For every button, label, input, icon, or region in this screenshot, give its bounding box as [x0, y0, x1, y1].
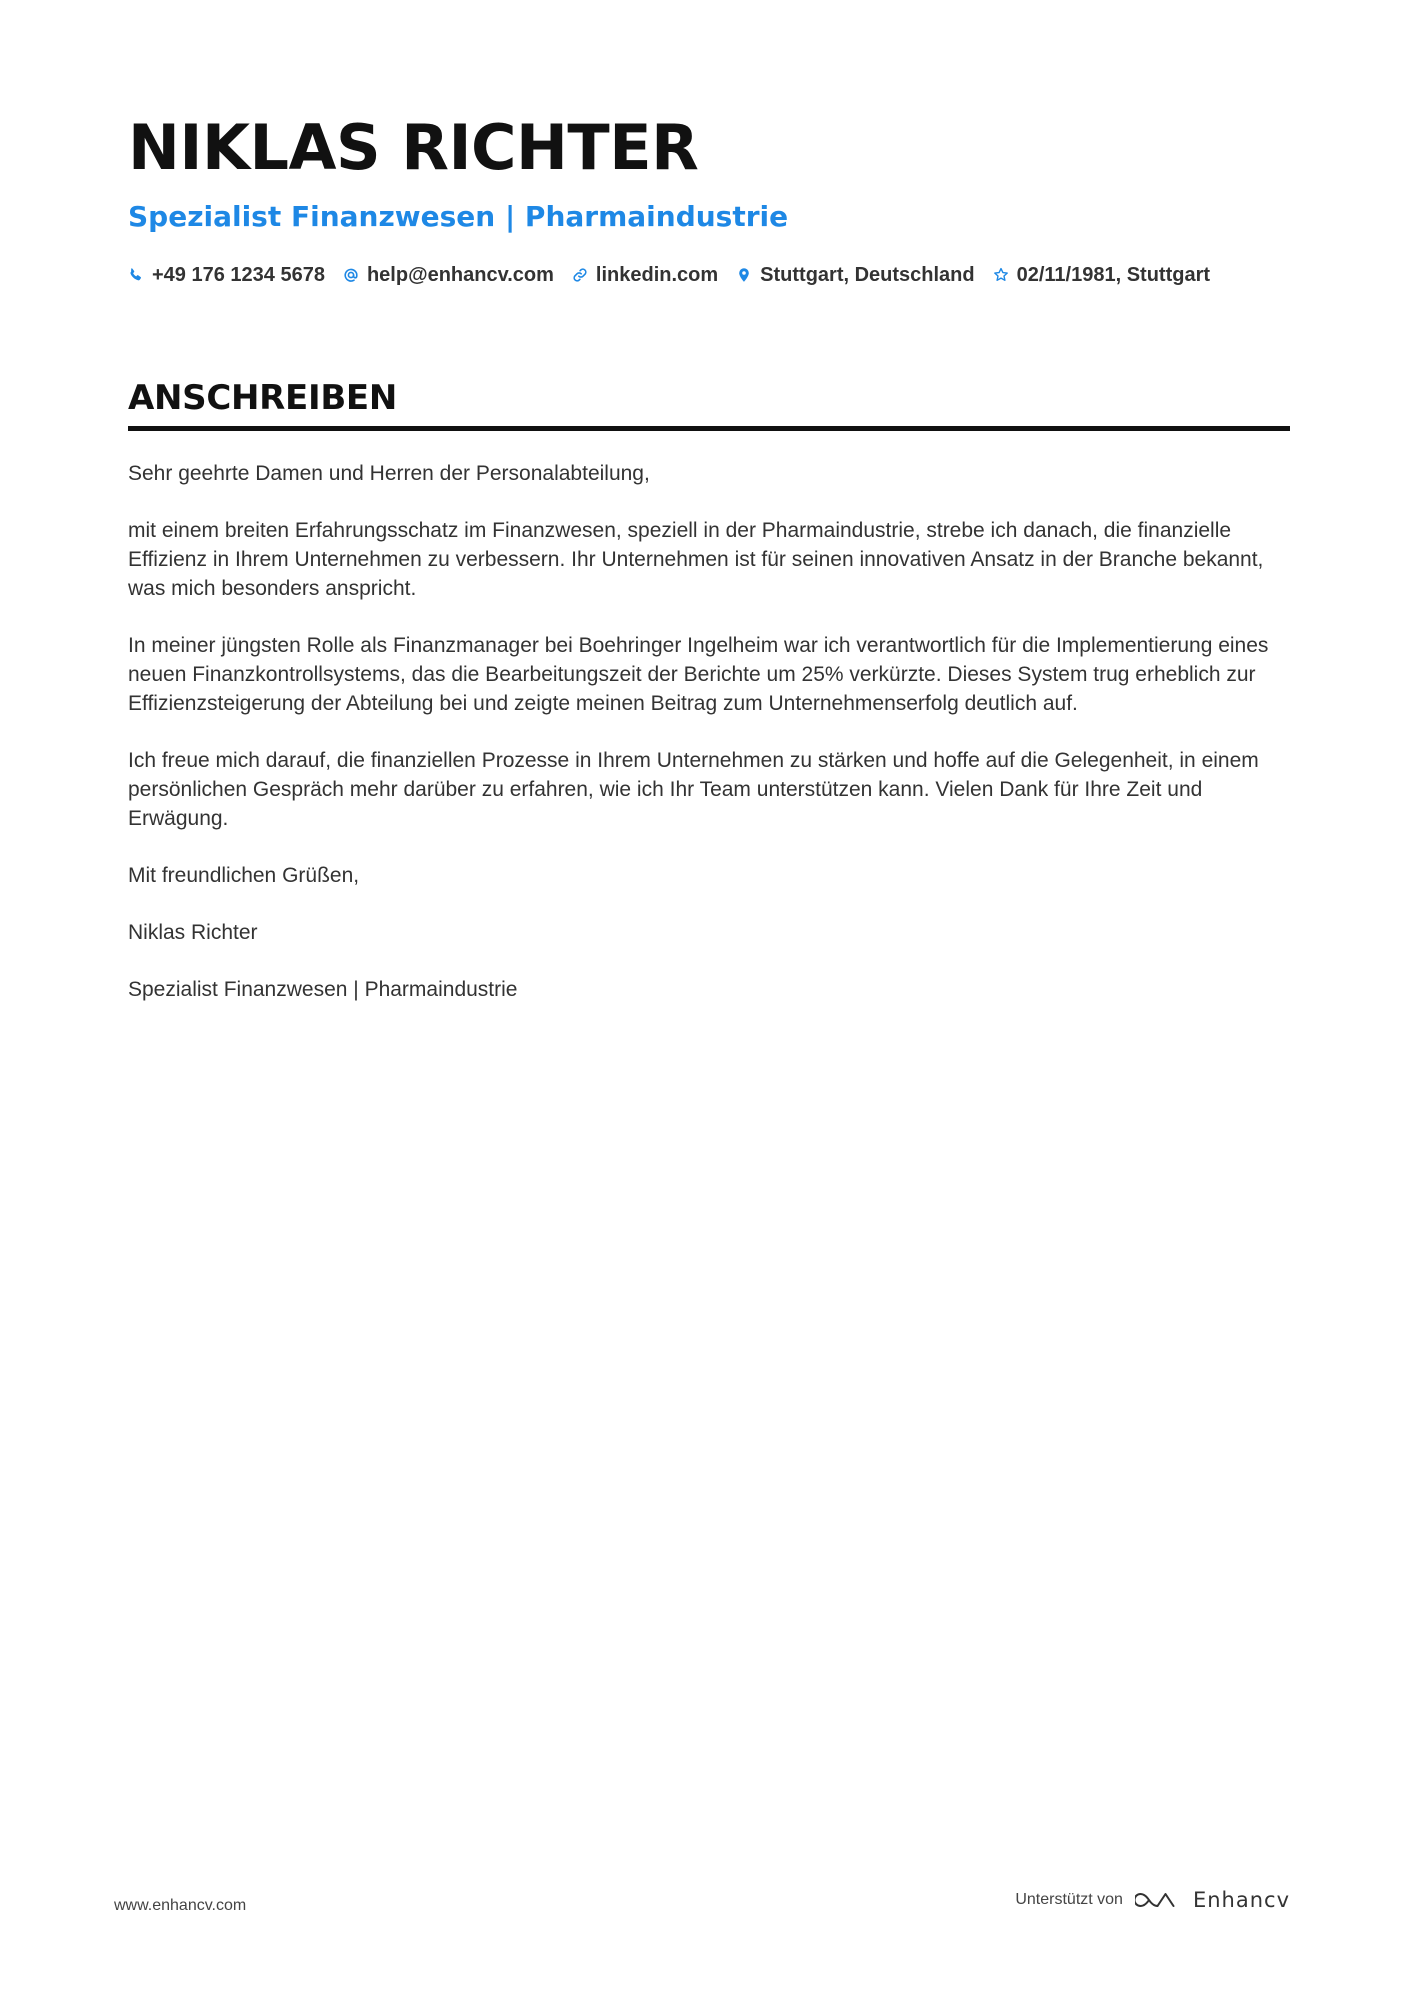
candidate-name: NIKLAS RICHTER [128, 111, 699, 184]
letter-body [128, 459, 1290, 1004]
contact-birth [993, 264, 1210, 287]
powered-by-label: Unterstützt von [1015, 1891, 1123, 1908]
contact-birth-text: 02/11/1981, Stuttgart [1016, 263, 1211, 286]
enhancv-logo-icon [1135, 1888, 1181, 1912]
contact-linkedin-text: linkedin.com [595, 263, 719, 286]
letter-paragraph: In meiner jüngsten Rolle als Finanzmanager bei Boehringer Ingelheim war ich verantwortlich für die Implementierung eines neuen Finanzkontrollsystems, das die Bearbeitungszeit der Berichte um 25% verkürzte. Dieses System trug erheblich zur Effizienzsteigerung der Abteilung bei und zeigte meinen Beitrag zum Unternehmenserfolg deutlich auf. [128, 634, 1269, 715]
star-icon [993, 267, 1009, 283]
brand-name: Enhancv [1192, 1888, 1290, 1912]
signature-title: Spezialist Finanzwesen | Pharmaindustrie [128, 978, 518, 1001]
at-icon [343, 267, 359, 283]
letter-paragraph: Ich freue mich darauf, die finanziellen Prozesse in Ihrem Unternehmen zu stärken und hoffe auf die Gelegenheit, in einem persönlichen Gespräch mehr darüber zu erfahren, wie ich Ihr Team unterstützen kann. Vielen Dank für Ihre Zeit und Erwägung. [128, 749, 1259, 830]
contact-phone-text: +49 176 1234 5678 [152, 263, 325, 286]
contact-location [736, 264, 974, 287]
contact-location-text: Stuttgart, Deutschland [760, 263, 975, 286]
section-title: ANSCHREIBEN [128, 378, 398, 418]
contact-phone[interactable] [128, 264, 325, 287]
candidate-headline: Spezialist Finanzwesen | Pharmaindustrie [128, 200, 789, 233]
phone-icon [128, 267, 144, 283]
letter-content [128, 108, 1290, 1032]
location-pin-icon [736, 267, 752, 283]
footer-website[interactable]: www.enhancv.com [114, 1897, 247, 1914]
signature-name: Niklas Richter [128, 921, 258, 944]
contact-bar [128, 260, 1290, 290]
link-icon [572, 267, 588, 283]
letter-paragraph: mit einem breiten Erfahrungsschatz im Finanzwesen, speziell in der Pharmaindustrie, strebe ich danach, die finanzielle Effizienz in Ihrem Unternehmen zu verbessern. Ihr Unternehmen ist für seinen innovativen Ansatz in der Branche bekannt, was mich besonders anspricht. [128, 519, 1264, 600]
contact-email[interactable] [343, 264, 554, 287]
letter-closing: Mit freundlichen Grüßen, [128, 864, 360, 887]
section-divider [128, 426, 1290, 431]
footer-branding [1015, 1888, 1290, 1912]
contact-email-text: help@enhancv.com [366, 263, 554, 286]
letter-salutation: Sehr geehrte Damen und Herren der Personalabteilung, [128, 462, 650, 485]
contact-linkedin[interactable] [572, 264, 718, 287]
